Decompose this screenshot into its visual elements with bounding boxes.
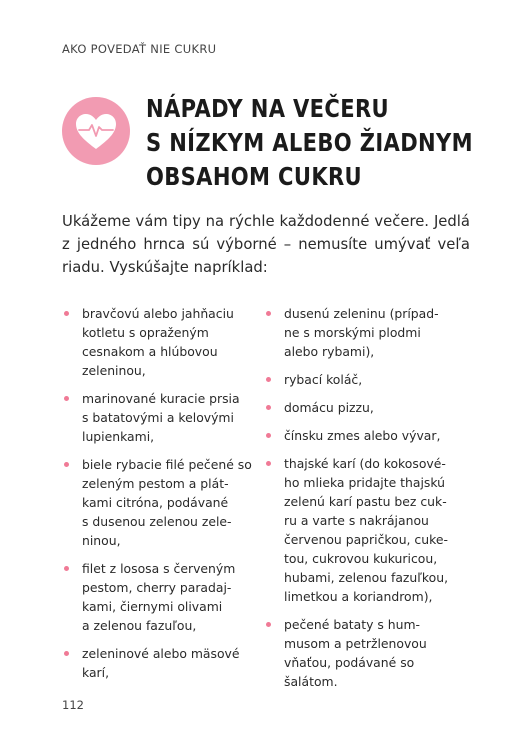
list-item-line: lupienkami, bbox=[82, 429, 155, 444]
list-item bbox=[264, 454, 464, 606]
list-item-line: červenou papričkou, cuke- bbox=[284, 532, 448, 547]
bullet-icon bbox=[64, 396, 69, 401]
intro-line: veľa riadu. Vyskúšajte napríklad: bbox=[62, 236, 470, 276]
list-item-line: kotletu s opraženým bbox=[82, 325, 209, 340]
list-item-line: ne s morskými plodmi bbox=[284, 325, 421, 340]
bullet-icon bbox=[266, 311, 271, 316]
list-item bbox=[264, 398, 464, 417]
title-line: OBSAHOM CUKRU bbox=[146, 162, 363, 191]
list-item-line: limetkou a koriandrom), bbox=[284, 589, 433, 604]
list-item-line: a zelenou fazuľou, bbox=[82, 618, 197, 633]
list-item-line: hubami, zelenou fazuľkou, bbox=[284, 570, 449, 585]
list-item-line: musom a petržlenovou bbox=[284, 636, 427, 651]
list-item bbox=[264, 615, 464, 691]
page-title bbox=[146, 92, 473, 194]
list-item bbox=[264, 426, 464, 445]
page-number: 112 bbox=[62, 698, 84, 712]
list-item-line: šalátom. bbox=[284, 674, 338, 689]
list-item bbox=[62, 559, 262, 635]
list-item-line: zeleným pestom a plát- bbox=[82, 476, 229, 491]
list-item bbox=[62, 389, 262, 446]
list-item-line: s dusenou zelenou zele- bbox=[82, 514, 232, 529]
list-item-line: zeleninové alebo mäsové bbox=[82, 646, 240, 661]
list-item bbox=[62, 304, 262, 380]
bullet-icon bbox=[64, 462, 69, 467]
bullet-icon bbox=[64, 311, 69, 316]
list-item-line: ninou, bbox=[82, 533, 121, 548]
list-item bbox=[264, 304, 464, 361]
list-item-line: marinované kuracie prsia bbox=[82, 391, 240, 406]
bullet-icon bbox=[64, 566, 69, 571]
bullet-icon bbox=[64, 651, 69, 656]
list-item-line: vňaťou, podávané so bbox=[284, 655, 415, 670]
list-item-line: filet z lososa s červeným bbox=[82, 561, 236, 576]
bullet-icon bbox=[266, 433, 271, 438]
suggestions-list-right bbox=[264, 304, 464, 700]
list-item-line: karí, bbox=[82, 665, 110, 680]
list-item-line: zelenú karí pastu bez cuk- bbox=[284, 494, 447, 509]
title-line: S NÍZKYM ALEBO ŽIADNYM bbox=[146, 128, 473, 157]
bullet-icon bbox=[266, 461, 271, 466]
list-item-line: tou, cukrovou kukuricou, bbox=[284, 551, 438, 566]
intro-line: Ukážeme vám tipy na rýchle každodenné večere. bbox=[62, 213, 430, 230]
bullet-icon bbox=[266, 405, 271, 410]
list-item-line: kami, čiernymi olivami bbox=[82, 599, 223, 614]
list-item bbox=[62, 644, 262, 682]
bullet-icon bbox=[266, 377, 271, 382]
list-item-line: s batatovými a kelovými bbox=[82, 410, 234, 425]
list-item bbox=[62, 455, 262, 550]
suggestions-list-left bbox=[62, 304, 262, 691]
list-item-line: cesnakom a hlúbovou bbox=[82, 344, 218, 359]
list-item-line: rybací koláč, bbox=[284, 372, 363, 387]
list-item-line: thajské karí (do kokosové- bbox=[284, 456, 446, 471]
list-item-line: čínsku zmes alebo vývar, bbox=[284, 428, 441, 443]
bullet-icon bbox=[266, 622, 271, 627]
intro-paragraph bbox=[62, 210, 470, 279]
list-item-line: zeleninou, bbox=[82, 363, 146, 378]
list-item-line: biele rybacie filé pečené so bbox=[82, 457, 252, 472]
list-item-line: pečené bataty s hum- bbox=[284, 617, 421, 632]
intro-line: Jedlá z jedného hrnca sú výborné – nemusíte umývať bbox=[62, 213, 470, 253]
list-item-line: pestom, cherry paradaj- bbox=[82, 580, 232, 595]
running-header: AKO POVEDAŤ NIE CUKRU bbox=[62, 42, 217, 56]
title-line: NÁPADY NA VEČERU bbox=[146, 94, 389, 123]
list-item-line: ru a varte s nakrájanou bbox=[284, 513, 429, 528]
heart-pulse-icon bbox=[62, 97, 130, 165]
list-item-line: bravčovú alebo jahňaciu bbox=[82, 306, 234, 321]
list-item-line: alebo rybami), bbox=[284, 344, 375, 359]
list-item-line: kami citróna, podávané bbox=[82, 495, 229, 510]
list-item-line: domácu pizzu, bbox=[284, 400, 374, 415]
list-item-line: dusenú zeleninu (prípad- bbox=[284, 306, 439, 321]
list-item-line: ho mlieka pridajte thajskú bbox=[284, 475, 446, 490]
list-item bbox=[264, 370, 464, 389]
